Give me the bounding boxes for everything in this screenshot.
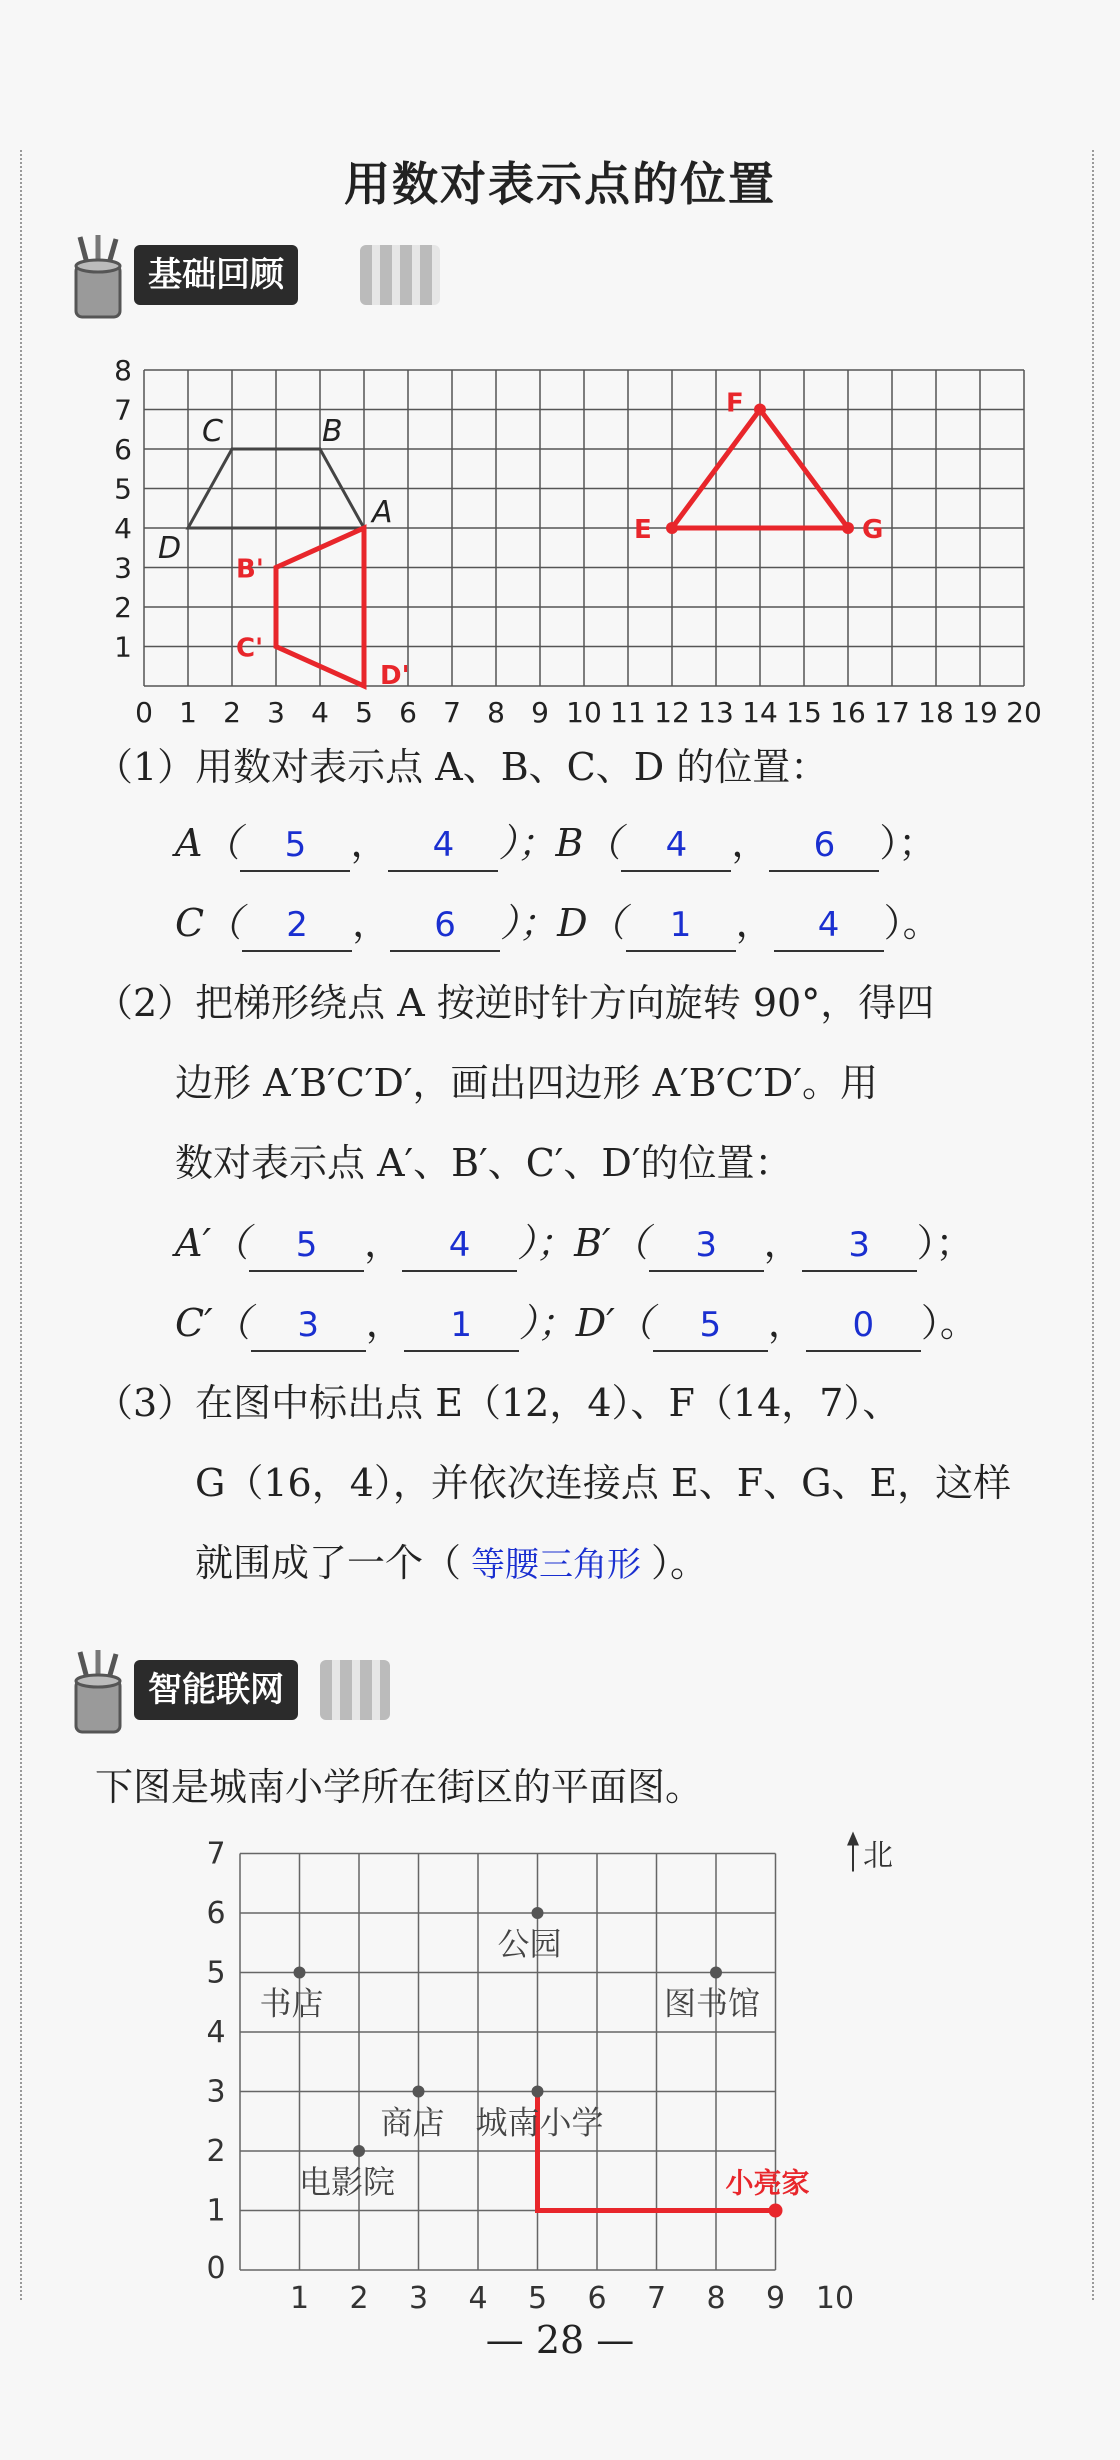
banner-stripes (320, 1660, 390, 1720)
x-tick-label: 11 (610, 696, 646, 729)
q2-line3: 数对表示点 A′、B′、C′、D′的位置： (175, 1141, 793, 1185)
x-tick-label: 6 (399, 696, 417, 729)
q3-line3-pre: 就围成了一个（ (195, 1541, 462, 1585)
place-point (532, 2086, 544, 2098)
q2-line-ab (175, 1218, 974, 1272)
q1-D-label: ）；D（ (500, 901, 626, 945)
q1-line-ab (175, 818, 936, 872)
answer-C-y[interactable]: 6 (390, 900, 500, 952)
section-header-smart-link (70, 1640, 450, 1730)
y-tick-label: 6 (206, 1896, 226, 1931)
place-label: 图书馆 (664, 1984, 761, 2023)
q1-C-label: C（ (175, 901, 243, 945)
x-tick-label: 7 (443, 696, 461, 729)
x-tick-label: 16 (830, 696, 866, 729)
place-point (294, 1967, 306, 1979)
q3-line1: （3）在图中标出点 E（12，4）、F（14，7）、 (95, 1381, 901, 1425)
x-tick-label: 8 (487, 696, 505, 729)
answer-B-x[interactable]: 4 (621, 820, 731, 872)
q2-sep: ， (364, 1221, 403, 1265)
answer-Bp-y[interactable]: 3 (802, 1220, 917, 1272)
place-point (769, 2204, 783, 2218)
q3-line2: G（16，4），并依次连接点 E、F、G、E，这样 (195, 1461, 1012, 1505)
north-arrow-head-icon (847, 1832, 859, 1846)
place-label: 城南小学 (475, 2103, 604, 2142)
x-tick-label: 10 (566, 696, 602, 729)
x-tick-label: 0 (135, 696, 153, 729)
q3-line3-post: ）。 (651, 1541, 709, 1585)
label-C: C (202, 414, 223, 449)
q2-sep: ， (763, 1221, 802, 1265)
banner-stripes (360, 245, 440, 305)
q2-Dp-label: ）；D′（ (518, 1301, 653, 1345)
answer-B-y[interactable]: 6 (769, 820, 879, 872)
north-label: 北 (863, 1838, 893, 1874)
place-label: 商店 (380, 2103, 445, 2142)
q1-end: ）； (879, 821, 937, 865)
answer-Cp-y[interactable]: 1 (404, 1300, 519, 1352)
q2-end: ）。 (920, 1301, 978, 1345)
section-header-basic-review (70, 225, 450, 315)
x-tick-label: 4 (468, 2281, 488, 2316)
x-tick-label: 14 (742, 696, 778, 729)
y-tick-label: 5 (114, 472, 132, 506)
place-point (532, 1907, 544, 1919)
answer-A-y[interactable]: 4 (388, 820, 498, 872)
x-tick-label: 18 (918, 696, 954, 729)
x-tick-label: 9 (531, 696, 549, 729)
q1-line-cd (175, 898, 941, 952)
coordinate-grid-1 (114, 354, 1042, 738)
q1-sep: ， (731, 821, 770, 865)
q2-Cp-label: C′（ (175, 1301, 251, 1345)
x-tick-label: 3 (267, 696, 285, 729)
y-tick-label: 7 (114, 393, 132, 427)
q1-sep: ， (352, 901, 391, 945)
q1-sep: ， (350, 821, 389, 865)
triangle-vertex-point (666, 522, 678, 534)
x-tick-label: 19 (962, 696, 998, 729)
q2-Bp-label: ）；B′（ (517, 1221, 649, 1265)
place-label: 小亮家 (725, 2166, 810, 2200)
x-tick-label: 12 (654, 696, 690, 729)
answer-A-x[interactable]: 5 (240, 820, 350, 872)
label-C-prime: C' (236, 633, 264, 664)
x-tick-label: 5 (527, 2281, 548, 2316)
q2-end: ）； (916, 1221, 974, 1265)
answer-Bp-x[interactable]: 3 (649, 1220, 764, 1272)
place-label: 电影院 (299, 2163, 396, 2201)
q1-prompt: （1）用数对表示点 A、B、C、D 的位置： (95, 745, 829, 789)
q1-A-label: A（ (175, 821, 241, 865)
x-tick-label: 5 (355, 696, 373, 729)
triangle-vertex-point (842, 522, 854, 534)
page-number: — 28 — (485, 2318, 635, 2362)
x-tick-label: 4 (311, 696, 329, 729)
answer-Dp-y[interactable]: 0 (806, 1300, 921, 1352)
y-tick-label: 5 (206, 1955, 226, 1991)
origin-label: 0 (206, 2251, 226, 2286)
answer-C-x[interactable]: 2 (242, 900, 352, 952)
x-tick-label: 20 (1006, 696, 1042, 729)
x-tick-label: 8 (706, 2281, 726, 2316)
pencil-cup-icon (70, 1648, 130, 1738)
left-margin-rule (20, 150, 22, 2300)
page-title: 用数对表示点的位置 (344, 157, 776, 211)
x-tick-label: 1 (179, 696, 197, 729)
q1-end: ）。 (883, 901, 941, 945)
place-label: 书店 (259, 1984, 324, 2023)
y-tick-label: 1 (206, 2193, 226, 2229)
y-tick-label: 3 (114, 551, 132, 585)
place-point (710, 1967, 722, 1979)
y-tick-label: 6 (114, 433, 132, 466)
q1-sep: ， (735, 901, 774, 945)
answer-shape[interactable]: 等腰三角形 (471, 1545, 642, 1585)
label-A: A (372, 495, 393, 530)
x-tick-label: 10 (815, 2281, 855, 2316)
y-tick-label: 2 (206, 2134, 226, 2169)
x-tick-label: 2 (349, 2281, 369, 2316)
answer-D-y[interactable]: 4 (774, 900, 884, 952)
map-intro: 下图是城南小学所在街区的平面图。 (95, 1765, 704, 1809)
place-point (413, 2086, 425, 2098)
q2-line2: 边形 A′B′C′D′，画出四边形 A′B′C′D′。用 (175, 1061, 879, 1105)
street-map-grid (190, 1830, 960, 2316)
q2-line-cd (175, 1298, 978, 1352)
q2-Ap-label: A′（ (175, 1221, 250, 1265)
q2-sep: ， (365, 1301, 404, 1345)
y-tick-label: 7 (206, 1836, 226, 1872)
label-G: G (862, 515, 884, 545)
x-tick-label: 1 (289, 2281, 310, 2316)
x-tick-label: 15 (786, 696, 822, 729)
answer-Ap-x[interactable]: 5 (249, 1220, 364, 1272)
x-tick-label: 6 (587, 2281, 607, 2316)
place-label: 公园 (497, 1925, 562, 1963)
x-tick-label: 2 (223, 696, 241, 729)
x-tick-label: 13 (698, 696, 734, 729)
label-B: B (322, 414, 343, 449)
label-D: D (158, 531, 182, 566)
triangle-vertex-point (754, 404, 766, 416)
q2-sep: ， (767, 1301, 806, 1345)
y-tick-label: 1 (114, 630, 132, 664)
answer-Ap-y[interactable]: 4 (402, 1220, 517, 1272)
y-tick-label: 3 (206, 2074, 226, 2110)
x-tick-label: 9 (765, 2281, 786, 2316)
place-point (353, 2145, 365, 2157)
answer-D-x[interactable]: 1 (626, 900, 736, 952)
section-label: 基础回顾 (134, 245, 298, 305)
label-F: F (726, 388, 744, 419)
label-E: E (634, 515, 652, 545)
q2-line1: （2）把梯形绕点 A 按逆时针方向旋转 90°，得四 (95, 981, 935, 1025)
answer-Cp-x[interactable]: 3 (251, 1300, 366, 1352)
y-tick-label: 4 (114, 512, 132, 545)
q3-line3 (195, 1538, 708, 1590)
q1-B-label: ）；B（ (498, 821, 622, 865)
x-tick-label: 7 (646, 2281, 667, 2316)
right-margin-rule (1092, 150, 1094, 2300)
pencil-cup-icon (70, 233, 130, 323)
label-B-prime: B' (236, 554, 264, 585)
x-tick-label: 17 (874, 696, 910, 729)
y-tick-label: 2 (114, 591, 132, 624)
answer-Dp-x[interactable]: 5 (653, 1300, 768, 1352)
y-tick-label: 4 (206, 2015, 226, 2050)
y-tick-label: 8 (114, 354, 132, 387)
section-label: 智能联网 (134, 1660, 298, 1720)
label-D-prime: D' (380, 661, 410, 691)
x-tick-label: 3 (408, 2281, 429, 2316)
